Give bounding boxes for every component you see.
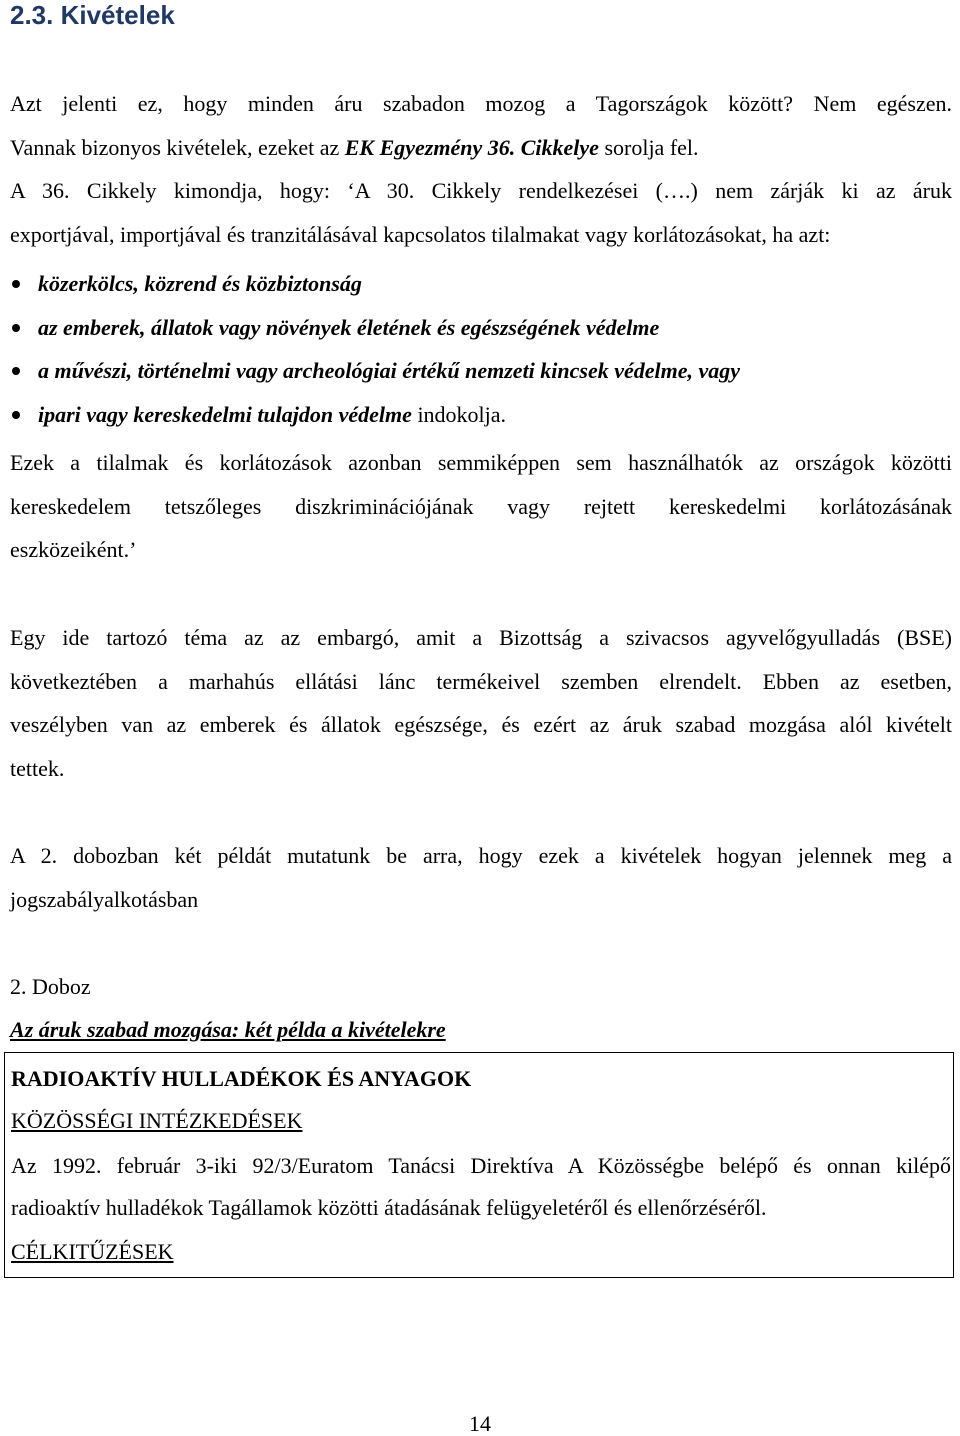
restriction-line-2: kereskedelem tetszőleges diszkriminációjának vagy rejtett kereskedelmi korlátozásának [10, 493, 952, 519]
box-text-line-1: Az 1992. február 3-iki 92/3/Euratom Tanácsi Direktíva A Közösségbe belépő és onnan kilépő [11, 1153, 951, 1178]
restriction-line-3: eszközeiként.’ [10, 537, 137, 562]
treaty-article-reference: EK Egyezmény 36. Cikkelye [344, 134, 599, 160]
exception-text: közerkölcs, közrend és közbiztonság [38, 271, 362, 296]
article-36-paragraph [10, 169, 952, 256]
examples-paragraph [10, 834, 952, 921]
example-box [4, 1052, 954, 1278]
bullet-icon [12, 411, 20, 419]
box-text-line-2: radioaktív hulladékok Tagállamok közötti átadásának felügyeletéről és ellenőrzéséről. [11, 1195, 767, 1220]
box-caption [10, 1008, 952, 1052]
restriction-line-1: Ezek a tilalmak és korlátozások azonban semmiképpen sem használhatók az országok közötti [10, 450, 952, 475]
bullet-icon [12, 367, 20, 375]
box-subheading-measures: KÖZÖSSÉGI INTÉZKEDÉSEK [11, 1108, 303, 1133]
box-label: 2. Doboz [10, 974, 91, 999]
exception-text: ipari vagy kereskedelmi tulajdon védelme [38, 401, 412, 427]
exception-text: az emberek, állatok vagy növények életének és egészségének védelme [38, 314, 660, 340]
embargo-line-3: veszélyben van az emberek és állatok egészsége, és ezért az áruk szabad mozgása alól kivételt [10, 712, 952, 737]
examples-line-1: A 2. dobozban két példát mutatunk be arra, hogy ezek a kivételek hogyan jelennek meg a [10, 843, 952, 868]
section-heading: 2.3. Kivételek [10, 0, 175, 30]
list-item [10, 306, 952, 350]
examples-line-2: jogszabályalkotásban [10, 886, 199, 912]
bullet-icon [12, 324, 20, 332]
intro-line-2 [10, 126, 952, 170]
article-36-line-1: A 36. Cikkely kimondja, hogy: ‘A 30. Cikkely rendelkezései (….) nem zárják ki az áruk [10, 178, 952, 203]
intro-line-2-start: Vannak bizonyos kivételek, ezeket az [10, 134, 345, 160]
intro-paragraph [10, 82, 952, 169]
embargo-line-4: tettek. [10, 755, 65, 781]
box-subheading-objectives: CÉLKITŰZÉSEK [11, 1239, 174, 1264]
list-item [10, 262, 952, 306]
restriction-paragraph [10, 441, 952, 572]
bullet-icon [12, 280, 20, 288]
list-item [10, 393, 952, 437]
intro-line-2-end: sorolja fel. [598, 134, 699, 160]
embargo-paragraph [10, 616, 952, 790]
box-caption-text: Az áruk szabad mozgása: két példa a kivételekre [10, 1017, 446, 1042]
embargo-line-1: Egy ide tartozó téma az az embargó, amit a Bizottság a szivacsos agyvelőgyulladás (BSE) [10, 625, 952, 650]
box-heading: RADIOAKTÍV HULLADÉKOK ÉS ANYAGOK [11, 1066, 472, 1091]
list-item [10, 349, 952, 393]
page-number: 14 [469, 1411, 491, 1436]
exception-text: a művészi, történelmi vagy archeológiai értékű nemzeti kincsek védelme, vagy [38, 358, 741, 383]
article-36-line-2: exportjával, importjával és tranzitálásával kapcsolatos tilalmakat vagy korlátozásokat, ha azt: [10, 221, 831, 247]
exceptions-list [10, 262, 952, 436]
exception-tail: indokolja. [411, 401, 507, 427]
intro-line-1: Azt jelenti ez, hogy minden áru szabadon mozog a Tagországok között? Nem egészen. [10, 91, 952, 116]
embargo-line-2: következtében a marhahús ellátási lánc termékeivel szemben elrendelt. Ebben az esetben, [10, 668, 952, 694]
